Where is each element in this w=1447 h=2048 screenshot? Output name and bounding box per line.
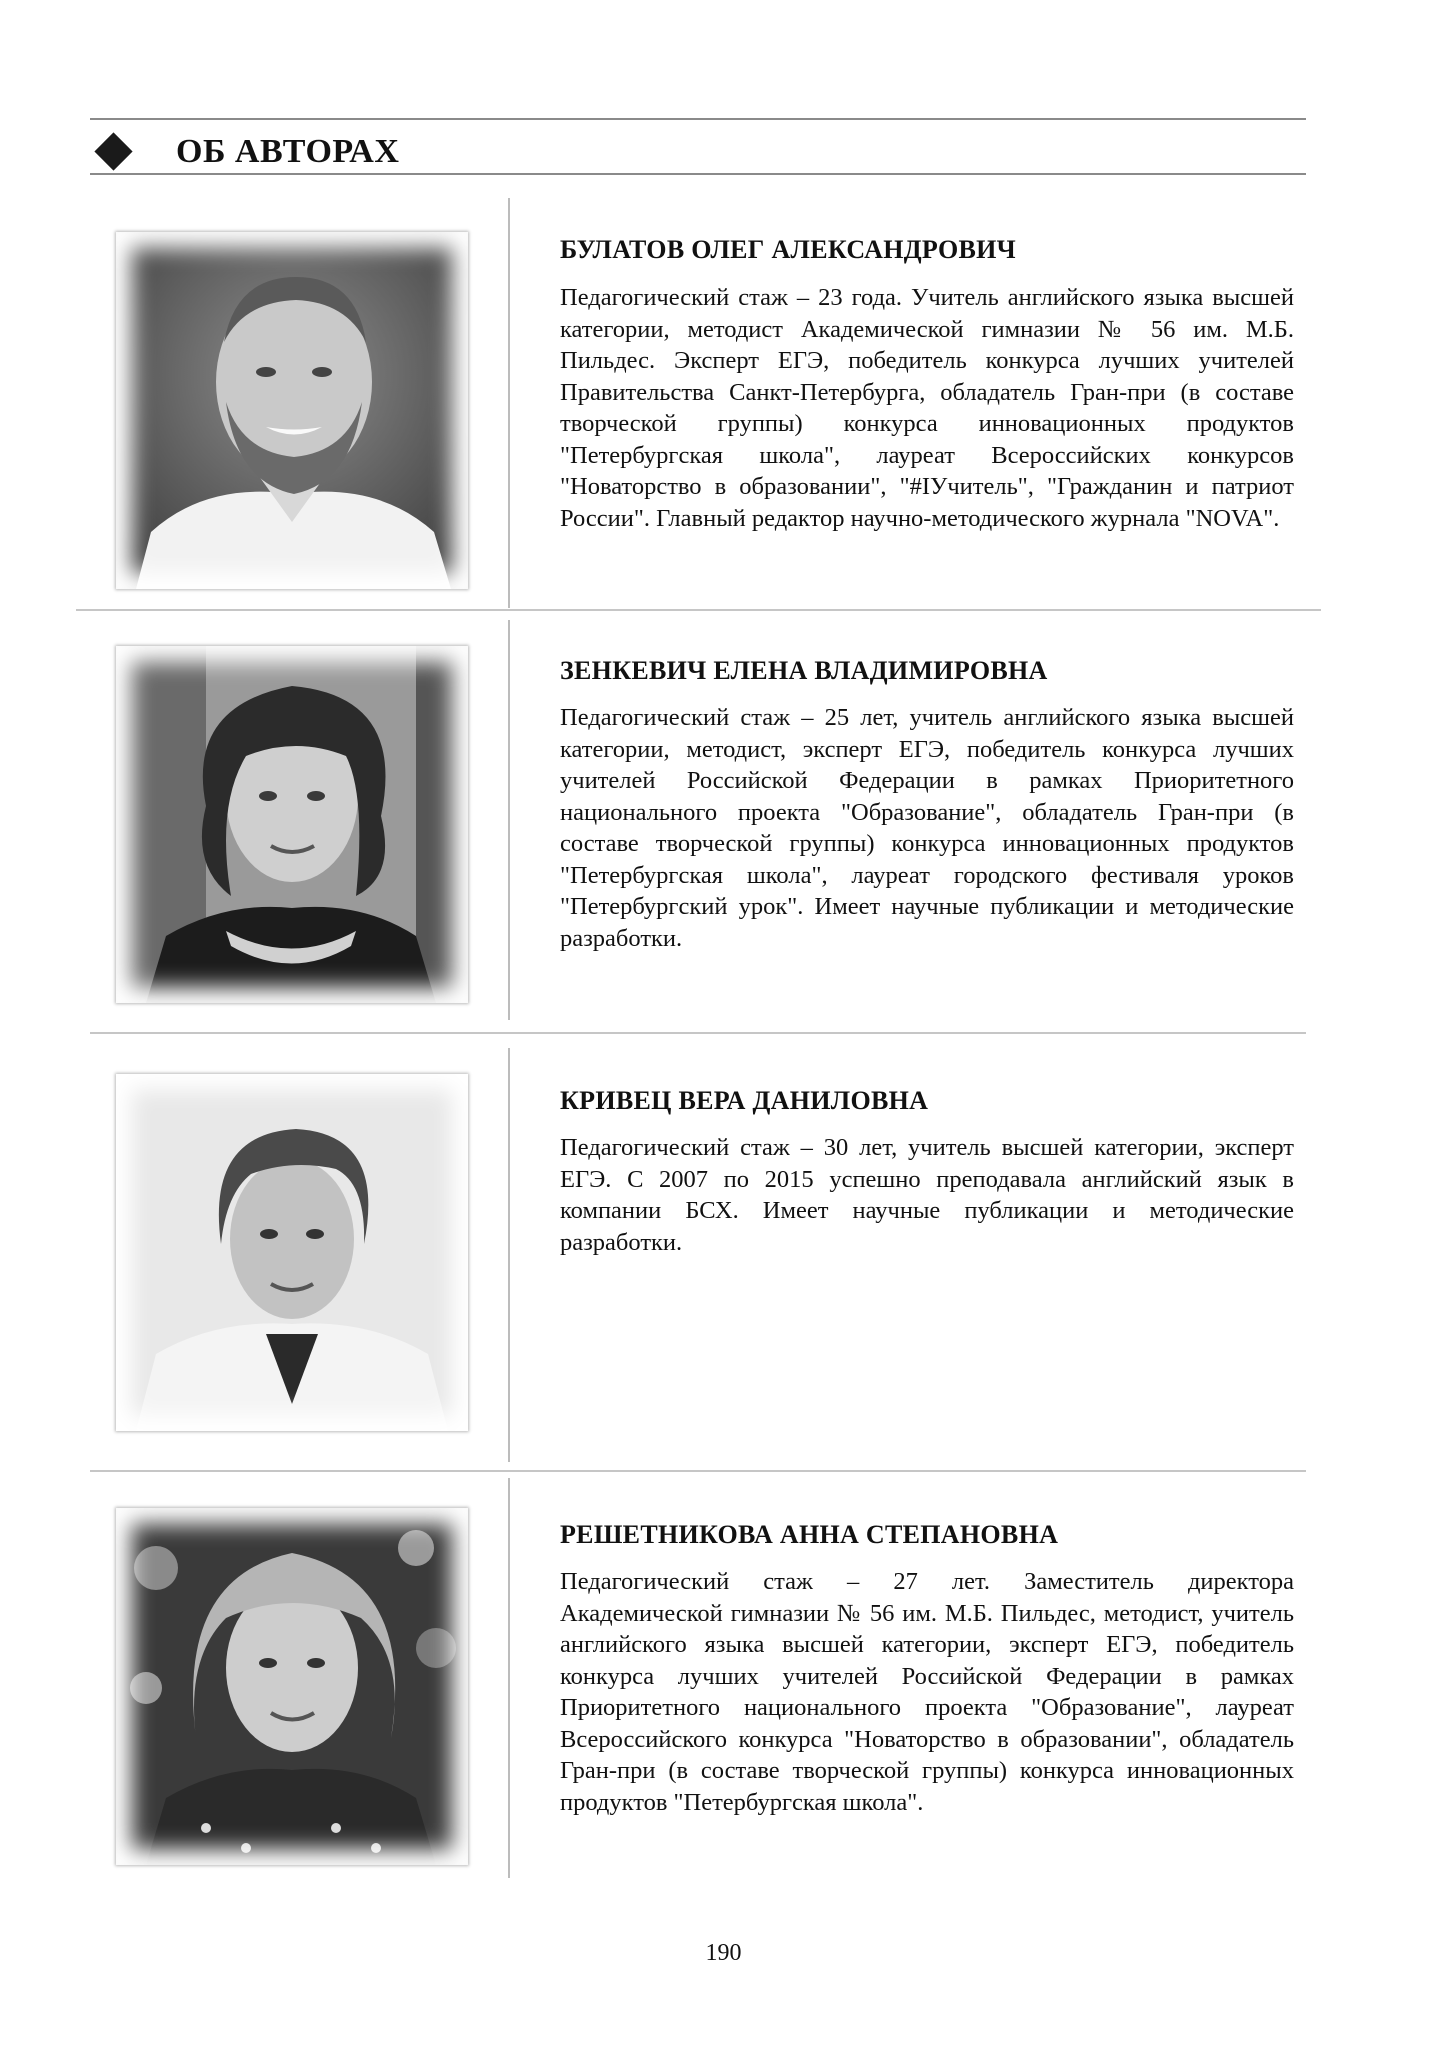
column-divider xyxy=(508,1478,510,1878)
page-title: ОБ АВТОРАХ xyxy=(176,133,400,170)
section-separator xyxy=(76,609,1321,611)
author-bio: Педагогический стаж – 27 лет. Заместитель директора Академической гимназии № 56 им. М.Б. Пильдес, методист, учитель английского языка высшей категории, эксперт ЕГЭ, победитель конкурса лучших учителей Российской Федерации в рамках Приоритетного национального проекта "Образование", лауреат Всероссийского конкурса "Новаторство в образовании", обладатель Гран-при (в составе творческой группы) конкурса инновационных продуктов "Петербургская школа". xyxy=(560,1568,1294,1816)
author-bio: Педагогический стаж – 25 лет, учитель английского языка высшей категории, методист, эксперт ЕГЭ, победитель конкурса лучших учителей Российской Федерации в рамках Приоритетного национального проекта "Образование", обладатель Гран-при (в составе творческой группы) конкурса инновационных продуктов "Петербургская школа", лауреат городского фестиваля уроков "Петербургский урок". Имеет научные публикации и методические разработки. xyxy=(560,704,1294,952)
diamond-bullet-icon xyxy=(94,132,132,170)
portrait-man-icon xyxy=(116,232,468,589)
author-name: РЕШЕТНИКОВА АННА СТЕПАНОВНА xyxy=(560,1520,1059,1549)
portrait-woman-icon xyxy=(116,1074,468,1431)
author-name: ЗЕНКЕВИЧ ЕЛЕНА ВЛАДИМИРОВНА xyxy=(560,656,1048,685)
author-bio: Педагогический стаж – 23 года. Учитель английского языка высшей категории, методист Академической гимназии № 56 им. М.Б. Пильдес. Эксперт ЕГЭ, победитель конкурса лучших учителей Правительства Санкт-Петербурга, обладатель Гран-при (в составе творческой группы) конкурса инновационных продуктов "Петербургская школа", лауреат Всероссийских конкурсов "Новаторство в образовании", "#IУчитель", "Гражданин и патриот России". Главный редактор научно-методического журнала "NOVA". xyxy=(560,284,1294,532)
author-photo-bulatov xyxy=(116,232,468,589)
header-top-rule xyxy=(90,118,1306,120)
author-name: КРИВЕЦ ВЕРА ДАНИЛОВНА xyxy=(560,1086,929,1115)
section-separator xyxy=(90,1032,1306,1034)
page-number: 190 xyxy=(705,1940,742,1966)
column-divider xyxy=(508,620,510,1020)
column-divider xyxy=(508,198,510,608)
column-divider xyxy=(508,1048,510,1462)
author-photo-zenkevich xyxy=(116,646,468,1003)
header-bottom-rule xyxy=(90,173,1306,175)
section-separator xyxy=(90,1470,1306,1472)
portrait-woman-icon xyxy=(116,1508,468,1865)
author-photo-krivets xyxy=(116,1074,468,1431)
author-bio: Педагогический стаж – 30 лет, учитель высшей категории, эксперт ЕГЭ. С 2007 по 2015 успешно преподавала английский язык в компании БСХ. Имеет научные публикации и методические разработки. xyxy=(560,1134,1294,1256)
author-name: БУЛАТОВ ОЛЕГ АЛЕКСАНДРОВИЧ xyxy=(560,235,1017,264)
portrait-woman-icon xyxy=(116,646,468,1003)
author-photo-reshetnikova xyxy=(116,1508,468,1865)
